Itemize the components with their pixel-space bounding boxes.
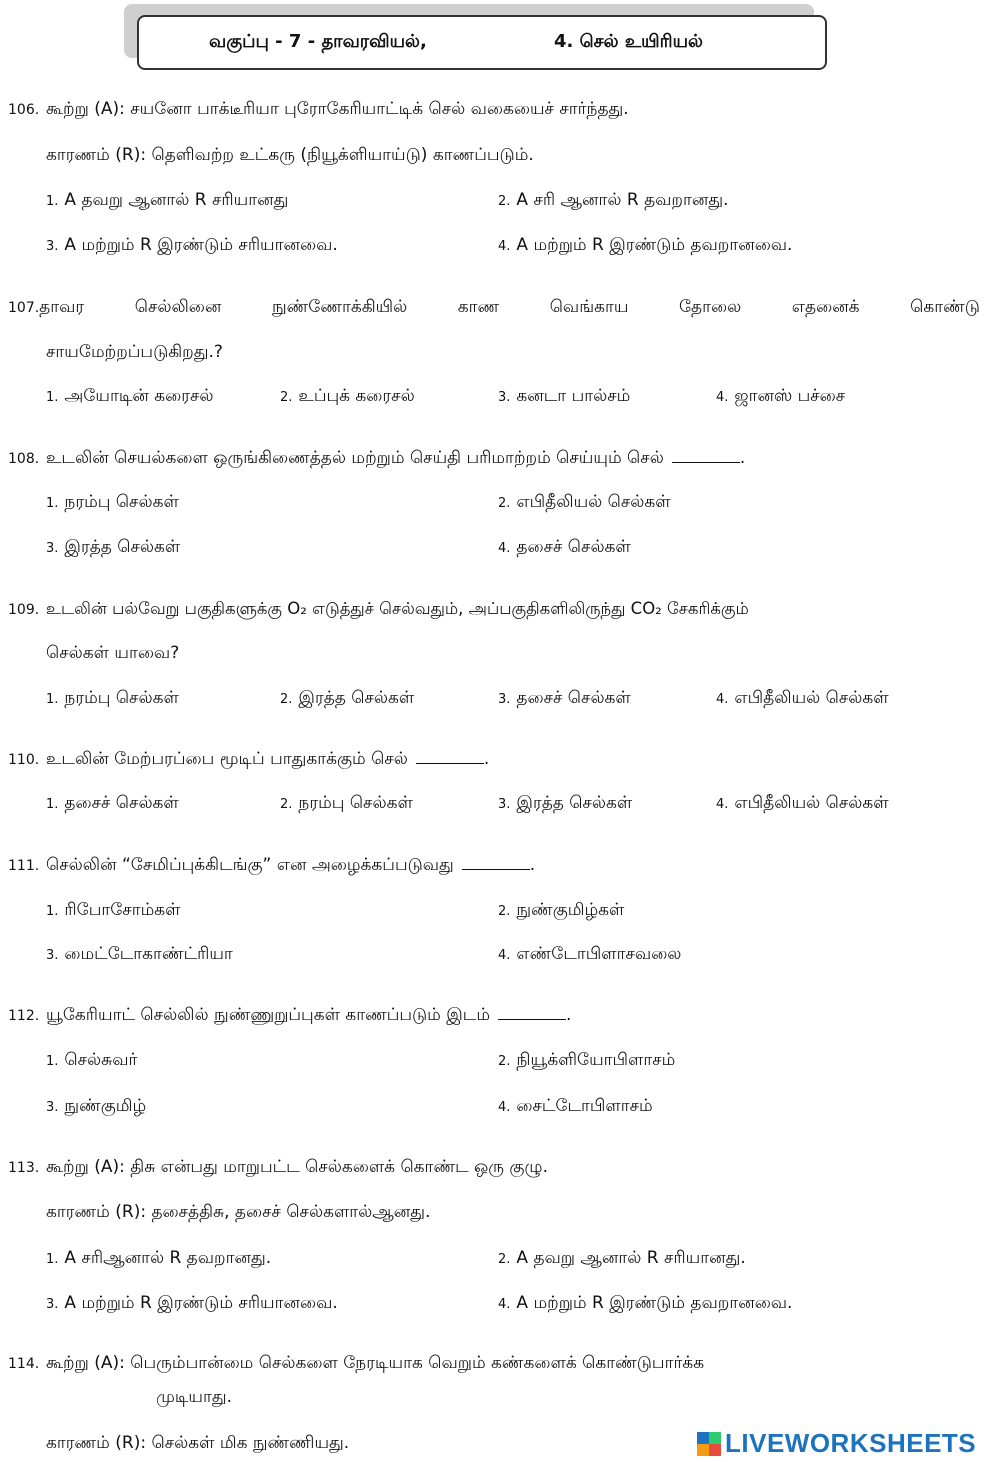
question-stem: செல்லின் “சேமிப்புக்கிடங்கு” என அழைக்கப்படுவது: [46, 855, 454, 875]
question-number: 106.: [8, 102, 40, 118]
chapter-title: 4. செல் உயிரியல்: [554, 31, 703, 52]
option[interactable]: 4. தசைச் செல்கள்: [498, 537, 631, 557]
class-subject-label: வகுப்பு - 7 - தாவரவியல்,: [209, 31, 427, 52]
option[interactable]: 2. நுண்குமிழ்கள்: [498, 900, 625, 920]
question-number: 111.: [8, 858, 40, 874]
question-number: 109.: [8, 602, 40, 618]
question-stem: உடலின் பல்வேறு பகுதிகளுக்கு O₂ எடுத்துச் செல்வதும், அப்பகுதிகளிலிருந்து CO₂ சேகரிக்கும்: [46, 599, 749, 618]
option[interactable]: 3. A மற்றும் R இரண்டும் சரியானவை.: [46, 1293, 338, 1313]
question-106-reason: காரணம் (R): தெளிவற்ற உட்கரு (நியூக்ளியாய்டு) காணப்படும்.: [46, 145, 534, 165]
option[interactable]: 1. A தவறு ஆனால் R சரியானது: [46, 190, 289, 210]
option[interactable]: 1. செல்சுவர்: [46, 1050, 138, 1070]
option[interactable]: 3. A மற்றும் R இரண்டும் சரியானவை.: [46, 235, 338, 255]
option[interactable]: 3. மைட்டோகாண்ட்ரியா: [46, 944, 233, 964]
question-stem: கூற்று (A): பெரும்பான்மை செல்களை நேரடியாக வெறும் கண்களைக் கொண்டுபார்க்க: [46, 1353, 705, 1373]
answer-blank[interactable]: [672, 448, 740, 463]
option[interactable]: 2. A சரி ஆனால் R தவறானது.: [498, 190, 729, 210]
question-number: 107.: [8, 300, 40, 316]
question-106: [8, 98, 629, 121]
option[interactable]: 2. A தவறு ஆனால் R சரியானது.: [498, 1248, 746, 1268]
option[interactable]: 2. எபிதீலியல் செல்கள்: [498, 492, 671, 512]
option[interactable]: 2. இரத்த செல்கள்: [280, 688, 415, 708]
question-109: [8, 598, 749, 621]
option[interactable]: 1. A சரிஆனால் R தவறானது.: [46, 1248, 272, 1268]
option[interactable]: 1. தசைச் செல்கள்: [46, 793, 179, 813]
liveworksheets-brand: [697, 1428, 976, 1459]
question-stem: யூகேரியாட் செல்லில் நுண்ணுறுப்புகள் காணப்படும் இடம்: [46, 1005, 491, 1025]
brand-name: LIVEWORKSHEETS: [725, 1428, 977, 1458]
question-111: 111. செல்லின் “சேமிப்புக்கிடங்கு” என அழைக்கப்படுவது .: [8, 855, 536, 875]
question-stem: கூற்று (A): திசு என்பது மாறுபட்ட செல்களைக் கொண்ட ஒரு குழு.: [46, 1157, 548, 1177]
question-number: 110.: [8, 752, 40, 768]
option[interactable]: 4. எண்டோபிளாசவலை: [498, 944, 682, 964]
question-110: 110. உடலின் மேற்பரப்பை மூடிப் பாதுகாக்கும் செல் .: [8, 749, 490, 769]
question-stem: உடலின் செயல்களை ஒருங்கிணைத்தல் மற்றும் செய்தி பரிமாற்றம் செய்யும் செல்: [46, 448, 664, 468]
option[interactable]: 4. எபிதீலியல் செல்கள்: [716, 688, 889, 708]
option[interactable]: 4. ஜானஸ் பச்சை: [716, 386, 846, 406]
question-number: 113.: [8, 1160, 40, 1176]
answer-blank[interactable]: [498, 1005, 566, 1020]
answer-blank[interactable]: [416, 749, 484, 764]
option[interactable]: 3. இரத்த செல்கள்: [46, 537, 181, 557]
option[interactable]: 2. நியூக்ளியோபிளாசம்: [498, 1050, 676, 1070]
liveworksheets-logo-icon: [697, 1432, 721, 1456]
page-header: [137, 15, 827, 70]
option[interactable]: 3. நுண்குமிழ்: [46, 1096, 147, 1116]
question-stem-continued: சாயமேற்றப்படுகிறது.?: [46, 342, 223, 362]
question-114-reason: காரணம் (R): செல்கள் மிக நுண்ணியது.: [46, 1433, 350, 1453]
question-stem: கூற்று (A): சயனோ பாக்டீரியா புரோகேரியாட்டிக் செல் வகையைச் சார்ந்தது.: [46, 99, 629, 119]
question-number: 112.: [8, 1008, 40, 1024]
option[interactable]: 2. உப்புக் கரைசல்: [280, 386, 415, 406]
option[interactable]: 3. தசைச் செல்கள்: [498, 688, 631, 708]
question-113-reason: காரணம் (R): தசைத்திசு, தசைச் செல்களால்ஆனது.: [46, 1202, 431, 1222]
option[interactable]: 4. A மற்றும் R இரண்டும் தவறானவை.: [498, 235, 793, 255]
question-112: 112. யூகேரியாட் செல்லில் நுண்ணுறுப்புகள் காணப்படும் இடம் .: [8, 1005, 572, 1025]
question-107: 107.தாவர செல்லினை நுண்ணோக்கியில் காண வெங்காய தோலை எதனைக் கொண்டு: [8, 297, 980, 317]
question-stem: உடலின் மேற்பரப்பை மூடிப் பாதுகாக்கும் செல்: [46, 749, 408, 769]
option[interactable]: 3. இரத்த செல்கள்: [498, 793, 633, 813]
question-114: [8, 1352, 704, 1375]
option[interactable]: 1. நரம்பு செல்கள்: [46, 688, 179, 708]
question-108: 108. உடலின் செயல்களை ஒருங்கிணைத்தல் மற்றும் செய்தி பரிமாற்றம் செய்யும் செல் .: [8, 448, 746, 468]
question-number: 108.: [8, 451, 40, 467]
option[interactable]: 3. கனடா பால்சம்: [498, 386, 631, 406]
option[interactable]: 1. ரிபோசோம்கள்: [46, 900, 181, 920]
option[interactable]: 4. A மற்றும் R இரண்டும் தவறானவை.: [498, 1293, 793, 1313]
question-stem-continued: செல்கள் யாவை?: [46, 643, 180, 663]
option[interactable]: 1. அயோடின் கரைசல்: [46, 386, 214, 406]
question-number: 114.: [8, 1356, 40, 1372]
question-113: [8, 1156, 548, 1179]
option[interactable]: 1. நரம்பு செல்கள்: [46, 492, 179, 512]
option[interactable]: 2. நரம்பு செல்கள்: [280, 793, 413, 813]
option[interactable]: 4. எபிதீலியல் செல்கள்: [716, 793, 889, 813]
answer-blank[interactable]: [462, 855, 530, 870]
question-stem-continued: முடியாது.: [156, 1387, 233, 1407]
option[interactable]: 4. சைட்டோபிளாசம்: [498, 1096, 653, 1116]
